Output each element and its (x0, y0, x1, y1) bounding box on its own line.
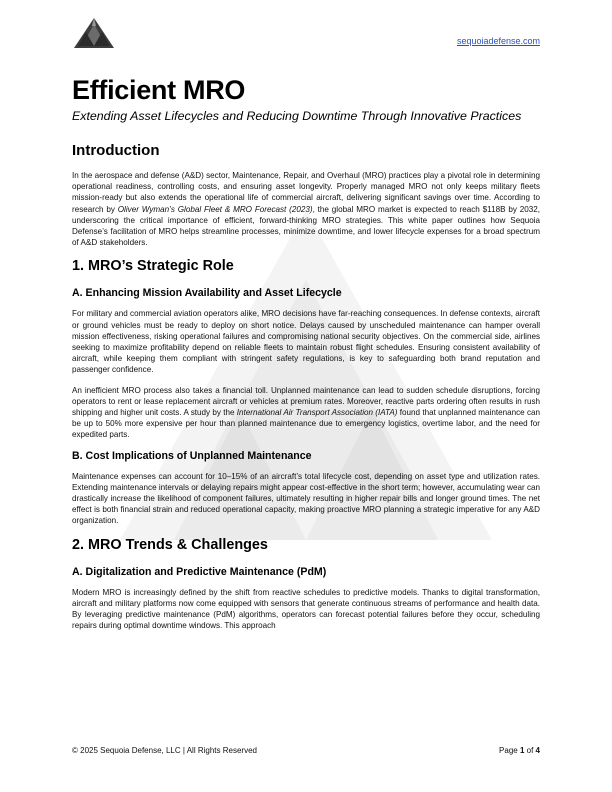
sequoia-defense-logo-icon (72, 16, 116, 50)
document-body (72, 74, 540, 640)
website-link[interactable]: sequoiadefense.com (456, 36, 540, 46)
footer-page-number: Page 1 of 4 (499, 746, 540, 755)
page-subtitle: Extending Asset Lifecycles and Reducing Downtime Through Innovative Practices (72, 109, 522, 123)
footer-copyright: © 2025 Sequoia Defense, LLC | All Rights Reserved (72, 746, 257, 755)
section1b-heading: B. Cost Implications of Unplanned Maintenance (72, 449, 312, 462)
section1-heading: 1. MRO’s Strategic Role (72, 258, 234, 275)
page-title: Efficient MRO (72, 75, 246, 105)
section1a-citation: International Air Transport Association (IATA) (236, 408, 398, 418)
section2-heading: 2. MRO Trends & Challenges (72, 536, 268, 553)
section1a-paragraph-2: An inefficient MRO process also takes a financial toll. Unplanned maintenance can lead to sudden schedule disruptions, forcing operators to rent or lease replacement aircraft or vehicles at premium rates. Moreover, reactive parts ordering often results in rush shipping and higher unit costs. A study by the International Air Transport Association (IATA) found that unplanned maintenance can be up to 50% more expensive per hour than planned maintenance due to emergency logistics, overtime labor, and the need for expedited parts. (72, 385, 540, 440)
intro-heading: Introduction (72, 142, 160, 159)
section2a-heading: A. Digitalization and Predictive Maintenance (PdM) (72, 565, 327, 578)
intro-paragraph: In the aerospace and defense (A&D) sector, Maintenance, Repair, and Overhaul (MRO) practices play a pivotal role in determining operational readiness, controlling costs, and ensuring asset longevity. Properly managed MRO not only keeps military fleets mission-ready but also extends the operational life of commercial aircraft, delivering significant savings over time. According to research by Oliver Wyman’s Global Fleet & MRO Forecast (2023), the global MRO market is expected to reach $118B by 2032, underscoring the critical importance of efficient, forward-thinking MRO strategies. This white paper outlines how Sequoia Defense’s facilitation of MRO helps streamline processes, minimize downtime, and lower lifecycle expenses for a broad spectrum of A&D stakeholders. (72, 171, 540, 248)
intro-citation: Oliver Wyman’s Global Fleet & MRO Forecast (2023) (117, 204, 313, 214)
section1a-paragraph-1: For military and commercial aviation operators alike, MRO decisions have far-reaching consequences. In defense contexts, aircraft or ground vehicles must be ready to deploy on short notice. Delays caused by unscheduled maintenance can hamper overall mission effectiveness, risking operational failures and compromising national security objectives. On the commercial side, airlines seeking to maximize profitability depend on reliable fleets to maintain robust flight schedules. Ensuring consistent availability of aircraft, while keeping them compliant with stringent safety regulations, is key to safeguarding both brand reputation and passenger confidence. (72, 309, 540, 375)
section1a-heading: A. Enhancing Mission Availability and Asset Lifecycle (72, 287, 342, 300)
section1b-paragraph: Maintenance expenses can account for 10–15% of an aircraft’s total lifecycle cost, depending on asset type and utilization rates. Extending maintenance intervals or delaying repairs might appear cost-effective in the short term; however, accumulating wear can drastically increase the likelihood of component failures, ultimately resulting in higher repair bills and longer ground times. The net effect is both financial strain and reduced operational capacity, making proactive MRO planning a strategic imperative for any A&D organization. (72, 471, 540, 526)
section2a-paragraph: Modern MRO is increasingly defined by the shift from reactive schedules to predictive models. Thanks to digital transformation, aircraft and military platforms now come equipped with sensors that generate continuous streams of performance and health data. By leveraging predictive maintenance (PdM) algorithms, operators can forecast potential failures before they occur, scheduling repairs during optimal downtime windows. This approach (72, 587, 540, 631)
